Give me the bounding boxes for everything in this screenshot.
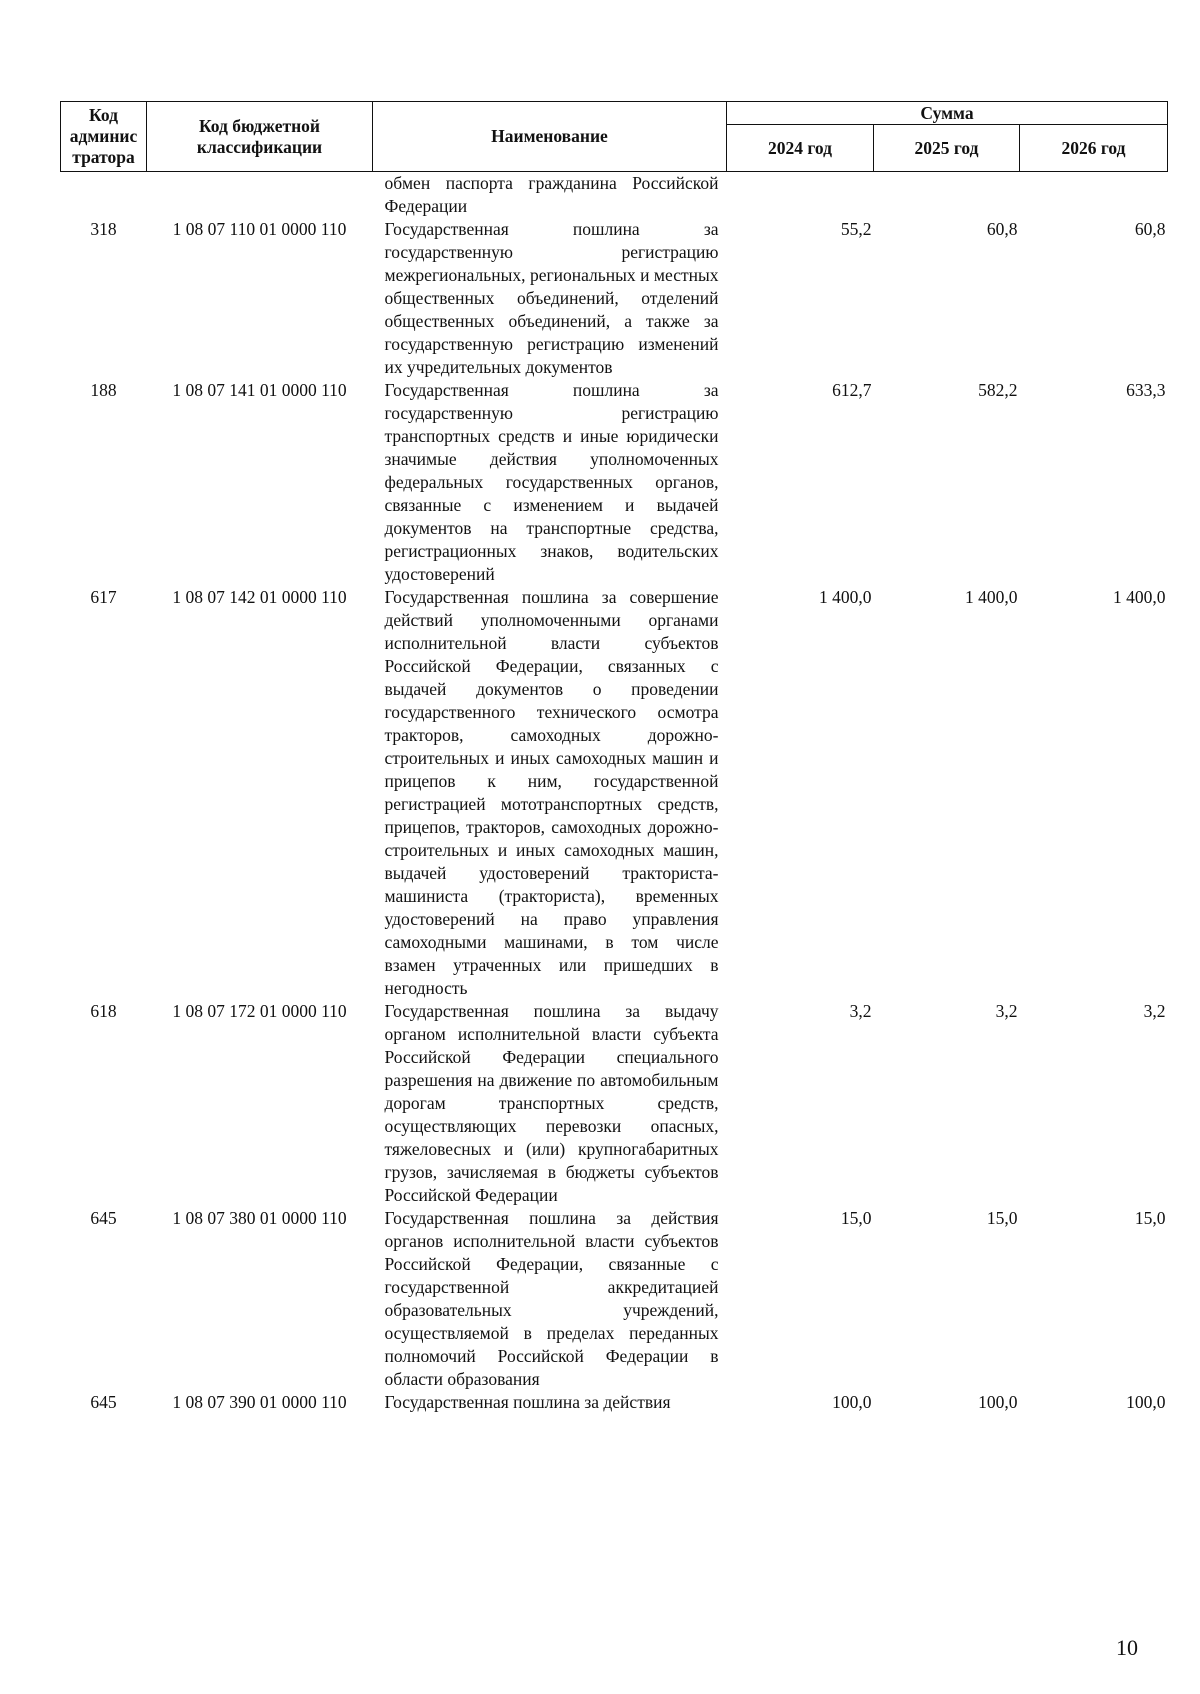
cell-name: Государственная пошлина за действия органов исполнительной власти субъектов Российской Федерации, связанные с государственной аккредитацией образовательных учреждений, осуществляемой в пределах переданных полномочий Российской Федерации в области образования xyxy=(384,1208,719,1389)
cell-amount-2026: 15,0 xyxy=(1134,1208,1166,1228)
cell-name: Государственная пошлина за совершение действий уполномоченными органами исполнительной власти субъектов Российской Федерации, связанных с выдачей документов о проведении государственного технического осмотра тракторов, самоходных дорожно-строительных и иных самоходных машин и прицепов к ним, государственной регистрацией мототранспортных средств, прицепов, тракторов, самоходных дорожно-строительных и иных самоходных машин, выдачей удостоверений тракториста-машиниста (тракториста), временных удостоверений на право управления самоходными машинами, в том числе взамен утраченных или пришедших в негодность xyxy=(384,587,719,998)
cell-amount-2025: 1 400,0 xyxy=(965,587,1018,607)
cell-admin-code: 645 xyxy=(90,1392,117,1412)
cell-budget-code: 1 08 07 142 01 0000 110 xyxy=(172,587,347,607)
cell-admin-code: 188 xyxy=(90,380,117,400)
cell-amount-2026: 1 400,0 xyxy=(1113,587,1166,607)
table-row xyxy=(61,1207,1168,1391)
cell-amount-2024: 3,2 xyxy=(849,1001,872,1021)
cell-admin-code: 645 xyxy=(90,1208,117,1228)
header-year-2024: 2024 год xyxy=(727,125,874,172)
cell-amount-2026: 3,2 xyxy=(1143,1001,1166,1021)
cell-amount-2024 xyxy=(727,172,874,219)
cell-budget-code: 1 08 07 172 01 0000 110 xyxy=(172,1001,347,1021)
page-number: 10 xyxy=(1116,1635,1138,1660)
cell-name: Государственная пошлина за действия xyxy=(384,1392,671,1412)
cell-admin-code: 318 xyxy=(90,219,117,239)
cell-budget-code: 1 08 07 390 01 0000 110 xyxy=(172,1392,347,1412)
cell-name: Государственная пошлина за государственную регистрацию транспортных средств и иные юридически значимые действия уполномоченных федеральных государственных органов, связанные с изменением и выдачей документов на транспортные средства, регистрационных знаков, водительских удостоверений xyxy=(384,380,719,584)
cell-amount-2024: 100,0 xyxy=(832,1392,872,1412)
cell-admin-code xyxy=(61,172,147,219)
table-row xyxy=(61,379,1168,586)
table-row xyxy=(61,172,1168,219)
header-sum: Сумма xyxy=(727,102,1168,125)
header-year-2026: 2026 год xyxy=(1020,125,1168,172)
cell-amount-2025 xyxy=(874,172,1020,219)
table-body xyxy=(61,172,1168,1415)
cell-amount-2025: 100,0 xyxy=(978,1392,1018,1412)
header-admin-code: Код админис тратора xyxy=(61,102,147,172)
cell-amount-2026: 100,0 xyxy=(1126,1392,1166,1412)
table-row xyxy=(61,586,1168,1000)
cell-amount-2025: 582,2 xyxy=(978,380,1018,400)
cell-amount-2024: 1 400,0 xyxy=(819,587,872,607)
cell-amount-2026: 60,8 xyxy=(1134,219,1166,239)
cell-budget-code: 1 08 07 141 01 0000 110 xyxy=(172,380,347,400)
cell-amount-2025: 3,2 xyxy=(995,1001,1018,1021)
cell-amount-2026: 633,3 xyxy=(1126,380,1166,400)
cell-admin-code: 617 xyxy=(90,587,117,607)
table-header xyxy=(61,102,1168,172)
table-row xyxy=(61,1000,1168,1207)
cell-amount-2025: 15,0 xyxy=(986,1208,1018,1228)
cell-budget-code: 1 08 07 380 01 0000 110 xyxy=(172,1208,347,1228)
cell-amount-2026 xyxy=(1020,172,1168,219)
cell-name: обмен паспорта гражданина Российской Федерации xyxy=(384,173,719,216)
header-year-2025: 2025 год xyxy=(874,125,1020,172)
cell-amount-2024: 55,2 xyxy=(840,219,872,239)
table-row xyxy=(61,1391,1168,1414)
cell-amount-2024: 612,7 xyxy=(832,380,872,400)
cell-amount-2025: 60,8 xyxy=(986,219,1018,239)
header-name: Наименование xyxy=(373,102,727,172)
revenue-table xyxy=(60,101,1168,1414)
cell-admin-code: 618 xyxy=(90,1001,117,1021)
cell-amount-2024: 15,0 xyxy=(840,1208,872,1228)
cell-budget-code xyxy=(147,172,373,219)
cell-name: Государственная пошлина за выдачу органом исполнительной власти субъекта Российской Федерации специального разрешения на движение по автомобильным дорогам транспортных средств, осуществляющих перевозки опасных, тяжеловесных и (или) крупногабаритных грузов, зачисляемая в бюджеты субъектов Российской Федерации xyxy=(384,1001,719,1205)
header-budget-code: Код бюджетной классификации xyxy=(147,102,373,172)
cell-name: Государственная пошлина за государственную регистрацию межрегиональных, региональных и местных общественных объединений, отделений общественных объединений, а также за государственную регистрацию изменений их учредительных документов xyxy=(384,219,719,377)
table-row xyxy=(61,218,1168,379)
cell-budget-code: 1 08 07 110 01 0000 110 xyxy=(172,219,347,239)
